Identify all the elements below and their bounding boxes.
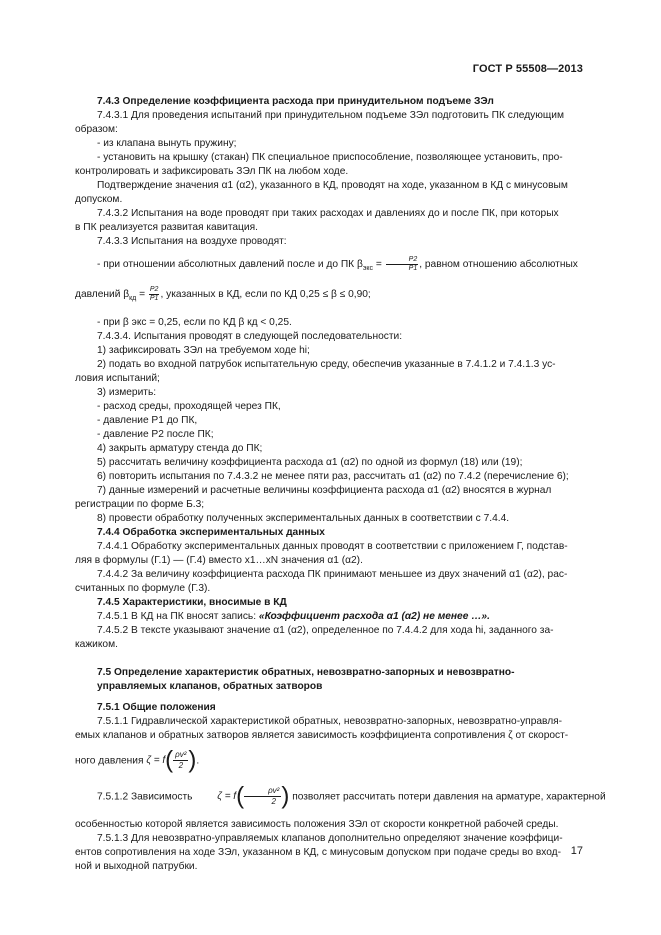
formula-fraction bbox=[173, 750, 188, 771]
para-line: ляя в формулы (Г.1) — (Г.4) вместо x1…xN значения α1 (α2). bbox=[75, 555, 363, 567]
list-item: 3) измерить: bbox=[97, 387, 157, 399]
section-7-4-4-title: 7.4.4 Обработка экспериментальных данных bbox=[97, 527, 325, 539]
list-item: 6) повторить испытания по 7.4.3.2 не менее пяти раз, рассчитать α1 (α2) по 7.4.2 (перечисление 6); bbox=[97, 471, 569, 483]
formula-numerator: ρv² bbox=[175, 750, 187, 760]
para-text: 7.5.1.2 Зависимость bbox=[97, 792, 193, 804]
beta-exc-text: - при отношении абсолютных давлений после и до ПК β bbox=[97, 259, 363, 271]
formula-numerator: ρv² bbox=[244, 786, 281, 797]
list-item: - давление P2 после ПК; bbox=[97, 429, 214, 441]
list-item: 8) провести обработку полученных экспериментальных данных в соответствии с 7.4.4. bbox=[97, 513, 510, 525]
para-7-4-3-1-line1: 7.4.3.1 Для проведения испытаний при принудительном подъеме ЗЭл подготовить ПК следующим bbox=[97, 110, 564, 121]
list-item: 7) данные измерений и расчетные величины коэффициента расхода α1 (α2) вносятся в журнал bbox=[97, 485, 552, 497]
fraction-denominator: P1 bbox=[408, 265, 418, 272]
fraction-numerator: P2 bbox=[386, 256, 419, 265]
para-7-5-1-2-line1 bbox=[75, 782, 606, 811]
beta-kd-text: давлений β bbox=[75, 289, 130, 301]
list-item: 4) закрыть арматуру стенда до ПК; bbox=[97, 443, 263, 455]
beta-exc-subscript: экс bbox=[362, 265, 374, 273]
para-line: 7.4.5.2 В тексте указывают значение α1 (α2), определенное по 7.4.4.2 для хода hi, заданного за- bbox=[97, 625, 554, 637]
formula-denominator: 2 bbox=[178, 761, 184, 771]
zeta-formula: ζ = f( $\frac{\text{ρv²}}{2}$ ) bbox=[146, 746, 197, 774]
para-line: особенностью которой является зависимость положения ЗЭл от скорости конкретной рабочей среды. bbox=[75, 819, 559, 831]
para-7-4-3-3-line1: 7.4.3.3 Испытания на воздухе проводят: bbox=[97, 236, 287, 247]
para-line: кажиком. bbox=[75, 639, 118, 651]
record-intro-text: 7.4.5.1 В КД на ПК вносят запись: bbox=[97, 611, 259, 623]
list-item-continued: ловия испытаний; bbox=[75, 373, 160, 385]
para-text: ного давления bbox=[75, 756, 144, 768]
list-item: 5) рассчитать величину коэффициента расхода α1 (α2) по одной из формул (18) или (19); bbox=[97, 457, 523, 469]
section-7-5-title-line2: управляемых клапанов, обратных затворов bbox=[97, 681, 323, 693]
section-7-4-3-title: 7.4.3 Определение коэффициента расхода при принудительном подъеме ЗЭл bbox=[97, 96, 494, 107]
para-7-4-3-2-line2: в ПК реализуется развитая кавитация. bbox=[75, 222, 258, 233]
pressure-ratio-fraction bbox=[386, 256, 419, 273]
beta-kd-text-end: , указанных в КД, если по КД 0,25 ≤ β ≤ 0,90; bbox=[160, 289, 371, 301]
para-beta-kd-line: давлений $\beta_{кд}$ = $\frac{P2}{P1}$ , указанных в КД, если по КД 0,25 ≤ β ≤ 0,90; bbox=[75, 286, 371, 303]
list-item: 1) зафиксировать ЗЭл на требуемом ходе hi; bbox=[97, 345, 310, 357]
para-line: Подтверждение значения α1 (α2), указанного в КД, проводят на ходе, указанном в КД с минусовым bbox=[97, 180, 568, 191]
para-line: 7.4.4.2 За величину коэффициента расхода ПК принимают меньшее из двух значений α1 (α2), рас- bbox=[97, 569, 568, 581]
zeta-formula: ζ = f( $\frac{\text{ρv²}}{2}$ ) bbox=[217, 782, 290, 810]
page-number: 17 bbox=[570, 845, 583, 857]
beta-kd-subscript: кд bbox=[129, 295, 137, 303]
list-item-continued: контролировать и зафиксировать ЗЭл ПК на любом ходе. bbox=[75, 166, 349, 177]
pressure-ratio-fraction bbox=[149, 286, 160, 303]
beta-exc-text-end: , равном отношению абсолютных bbox=[419, 259, 578, 271]
record-text: «Коэффициент расхода α1 (α2) не менее …». bbox=[258, 611, 490, 623]
formula-denominator: 2 bbox=[271, 797, 276, 807]
para-line: считанных по формуле (Г.3). bbox=[75, 583, 211, 595]
list-item: - из клапана вынуть пружину; bbox=[97, 138, 237, 149]
para-line: ной и выходной патрубки. bbox=[75, 861, 198, 873]
document-number: ГОСТ Р 55508—2013 bbox=[472, 63, 583, 75]
para-line: допуском. bbox=[75, 194, 123, 205]
para-7-4-3-4-title: 7.4.3.4. Испытания проводят в следующей последовательности: bbox=[97, 331, 403, 343]
formula-lhs: ζ = f bbox=[146, 755, 166, 767]
list-item: - установить на крышку (стакан) ПК специальное приспособление, позволяющее установить, про- bbox=[97, 152, 563, 163]
para-formula-line: ного давления ζ = f( $\frac{\text{ρv²}}{2}$ ). bbox=[75, 746, 200, 774]
para-line: 7.5.1.3 Для невозвратно-управляемых клапанов дополнительно определяют значение коэффици- bbox=[97, 833, 563, 845]
para-line: 7.5.1.1 Гидравлической характеристикой обратных, невозвратно-запорных, невозвратно-управля- bbox=[97, 716, 563, 728]
para-7-4-3-1-line2: образом: bbox=[75, 124, 118, 135]
fraction-denominator: P1 bbox=[149, 295, 159, 303]
para-beta-limit: - при β экс = 0,25, если по КД β кд < 0,25. bbox=[97, 317, 292, 329]
formula-lhs: ζ = f bbox=[217, 791, 237, 803]
para-7-4-3-2-line1: 7.4.3.2 Испытания на воде проводят при таких расходах и давлениях до и после ПК, при которых bbox=[97, 208, 559, 219]
list-item: - давление P1 до ПК, bbox=[97, 415, 198, 427]
list-item: - расход среды, проходящей через ПК, bbox=[97, 401, 281, 413]
fraction-numerator: P2 bbox=[149, 286, 159, 294]
para-text: позволяет рассчитать потери давления на арматуре, характерной bbox=[292, 792, 606, 804]
list-item: 2) подать во входной патрубок испытательную среду, обеспечив указанные в 7.4.1.2 и 7.4.1.3 ус- bbox=[97, 359, 556, 371]
list-item-continued: регистрации по форме Б.3; bbox=[75, 499, 205, 511]
section-7-5-1-title: 7.5.1 Общие положения bbox=[97, 702, 216, 714]
section-7-4-5-title: 7.4.5 Характеристики, вносимые в КД bbox=[97, 597, 287, 609]
para-line: 7.4.4.1 Обработку экспериментальных данных проводят в соответствии с приложением Г, подстав- bbox=[97, 541, 568, 553]
para-line: емых клапанов и обратных затворов является зависимость коэффициента сопротивления ζ от скорост- bbox=[75, 730, 569, 742]
section-7-5-title-line1: 7.5 Определение характеристик обратных, невозвратно-запорных и невозвратно- bbox=[97, 667, 515, 679]
para-beta-exc-line: - при отношении абсолютных давлений после и до ПК $\beta_{экс}$ = $\frac{P2}{P1}$ , равном отношению абсолютных bbox=[97, 256, 578, 273]
page-body bbox=[75, 95, 606, 874]
para-7-4-5-1 bbox=[75, 610, 585, 624]
para-line: ентов сопротивления на ходе ЗЭл, указанном в КД, с минусовым допуском при подаче среды во вход- bbox=[75, 847, 561, 859]
formula-fraction bbox=[244, 786, 281, 807]
